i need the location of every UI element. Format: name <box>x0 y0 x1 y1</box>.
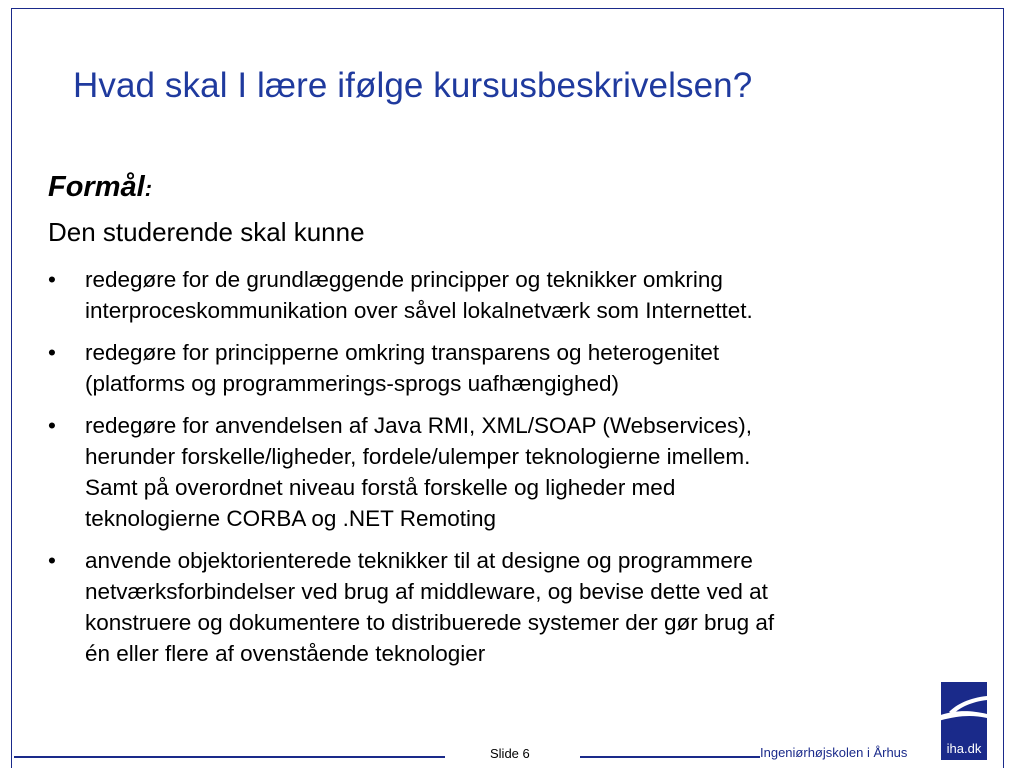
bullet-line: interproceskommunikation over såvel lokalnetværk som Internettet. <box>85 298 753 323</box>
bullet-line: (platforms og programmerings-sprogs uafhængighed) <box>85 371 620 396</box>
bullet-line: anvende objektorienterede teknikker til at designe og programmere <box>85 548 753 573</box>
bullet-icon: • <box>48 267 56 292</box>
bullet-line: herunder forskelle/ligheder, fordele/ulemper teknologierne imellem. <box>85 444 751 469</box>
bullet-item <box>48 410 978 534</box>
bullet-line: netværksforbindelser ved brug af middleware, og bevise dette ved at <box>85 579 768 604</box>
footer-divider-left <box>14 756 445 758</box>
bullet-item <box>48 337 978 399</box>
section-heading-colon: : <box>144 176 153 201</box>
logo-text: iha.dk <box>941 738 987 760</box>
intro-text: Den studerende skal kunne <box>48 217 365 247</box>
bullet-list <box>48 264 978 680</box>
bullet-icon: • <box>48 340 56 365</box>
school-name: Ingeniørhøjskolen i Århus <box>760 745 908 760</box>
section-heading-label: Formål <box>48 171 145 203</box>
bullet-line: redegøre for de grundlæggende principper og teknikker omkring <box>85 267 723 292</box>
bullet-line: én eller flere af ovenstående teknologier <box>85 641 486 666</box>
bullet-line: redegøre for principperne omkring transparens og heterogenitet <box>85 340 720 365</box>
bullet-item <box>48 264 978 326</box>
bullet-icon: • <box>48 413 56 438</box>
section-heading <box>48 171 152 204</box>
bullet-line: redegøre for anvendelsen af Java RMI, XML/SOAP (Webservices), <box>85 413 752 438</box>
bullet-line: konstruere og dokumentere to distribuerede systemer der gør brug af <box>85 610 775 635</box>
bullet-icon: • <box>48 548 56 573</box>
bullet-line: Samt på overordnet niveau forstå forskelle og ligheder med <box>85 475 676 500</box>
slide-title: Hvad skal I lære ifølge kursusbeskrivelsen? <box>73 66 753 105</box>
bird-logo-icon <box>941 682 987 738</box>
footer-divider-right <box>580 756 760 758</box>
slide-number: Slide 6 <box>490 746 530 761</box>
iha-logo <box>941 682 987 762</box>
bullet-item <box>48 545 978 669</box>
bullet-line: teknologierne CORBA og .NET Remoting <box>85 506 497 531</box>
